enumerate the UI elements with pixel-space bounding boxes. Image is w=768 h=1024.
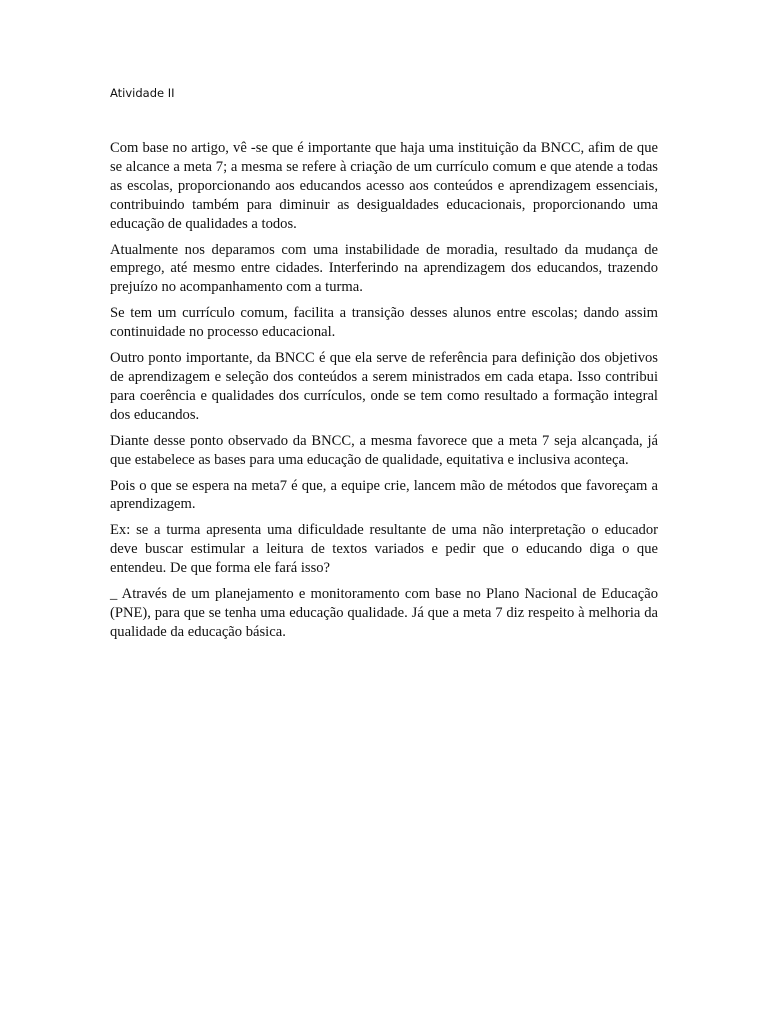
document-title: Atividade II <box>110 86 175 100</box>
paragraph: Com base no artigo, vê -se que é importante que haja uma instituição da BNCC, afim de que se alcance a meta 7; a mesma se refere à criação de um currículo comum e que atende a todas as escolas, proporcionando aos educandos acesso aos conteúdos e aprendizagem essenciais, contribuindo também para diminuir as desigualdades educacionais, proporcionando uma educação de qualidades a todos. <box>110 140 658 232</box>
document-body <box>110 139 658 649</box>
paragraph: Ex: se a turma apresenta uma dificuldade resultante de uma não interpretação o educador deve buscar estimular a leitura de textos variados e pedir que o educando diga o que entendeu. De que forma ele fará isso? <box>110 522 658 577</box>
paragraph: Pois o que se espera na meta7 é que, a equipe crie, lancem mão de métodos que favoreçam a aprendizagem. <box>110 477 658 513</box>
paragraph: Atualmente nos deparamos com uma instabilidade de moradia, resultado da mudança de emprego, até mesmo entre cidades. Interferindo na aprendizagem dos educandos, trazendo prejuízo no acompanhamento com a turma. <box>110 241 658 296</box>
paragraph: _ Através de um planejamento e monitoramento com base no Plano Nacional de Educação (PNE), para que se tenha uma educação qualidade. Já que a meta 7 diz respeito à melhoria da qualidade da educação básica. <box>110 586 658 640</box>
paragraph: Se tem um currículo comum, facilita a transição desses alunos entre escolas; dando assim continuidade no processo educacional. <box>110 305 658 341</box>
paragraph: Diante desse ponto observado da BNCC, a mesma favorece que a meta 7 seja alcançada, já que estabelece as bases para uma educação de qualidade, equitativa e inclusiva aconteça. <box>110 432 658 468</box>
paragraph: Outro ponto importante, da BNCC é que ela serve de referência para definição dos objetivos de aprendizagem e seleção dos conteúdos a serem ministrados em cada etapa. Isso contribui para coerência e qualidades dos currículos, onde se tem como resultado a formação integral dos educandos. <box>110 350 658 423</box>
